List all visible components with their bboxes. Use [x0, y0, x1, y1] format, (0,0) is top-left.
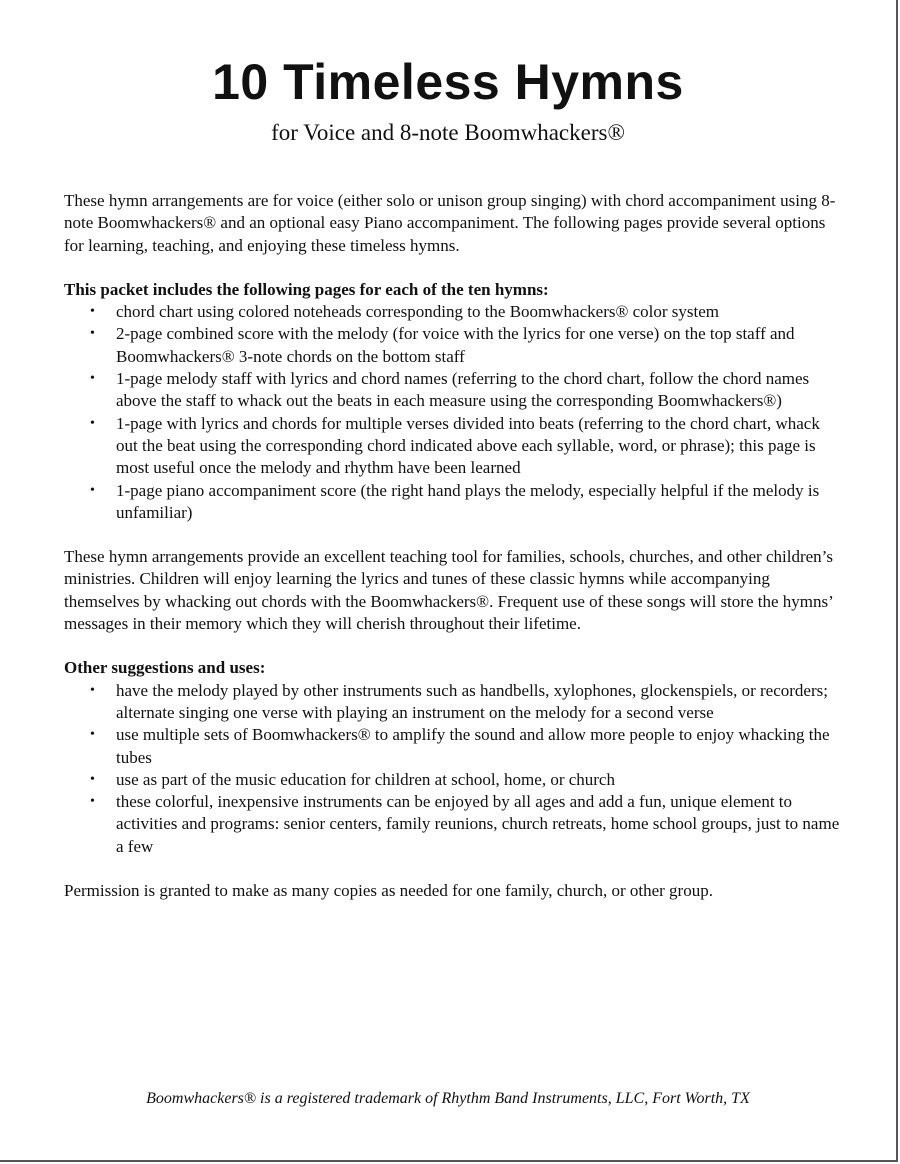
packet-heading: This packet includes the following pages for each of the ten hymns: [64, 279, 549, 299]
list-item-text: 1-page with lyrics and chords for multiple verses divided into beats (referring to the chord chart, whack out the beat using the corresponding chord indicated above each syllable, word, or phrase); this page is most useful once the melody and rhythm have been learned [116, 413, 820, 478]
document-title: 10 Timeless Hymns [212, 54, 684, 110]
suggestions-heading: Other suggestions and uses: [64, 658, 266, 678]
list-item [90, 480, 844, 525]
list-item [90, 769, 844, 791]
bullet-icon: • [90, 415, 95, 431]
document-body [64, 190, 844, 902]
list-item-text: have the melody played by other instruments such as handbells, xylophones, glockenspiels, or recorders; alternate singing one verse with playing an instrument on the melody for a second verse [116, 680, 828, 722]
list-item [90, 724, 844, 769]
trademark-footer: Boomwhackers® is a registered trademark of Rhythm Band Instruments, LLC, Fort Worth, TX [146, 1090, 750, 1107]
list-item [90, 368, 844, 413]
list-item-text: chord chart using colored noteheads corresponding to the Boomwhackers® color system [116, 302, 720, 322]
bullet-icon: • [90, 371, 95, 387]
list-item [90, 413, 844, 480]
list-item-text: use multiple sets of Boomwhackers® to amplify the sound and allow more people to enjoy whacking the tubes [116, 725, 830, 767]
list-item [90, 323, 844, 368]
list-item [90, 791, 844, 858]
bullet-icon: • [90, 326, 95, 342]
bullet-icon: • [90, 727, 95, 743]
list-item-text: 1-page melody staff with lyrics and chord names (referring to the chord chart, follow the chord names above the staff to whack out the beats in each measure using the corresponding Boomwhackers®) [116, 369, 810, 411]
list-item-text: use as part of the music education for children at school, home, or church [116, 769, 615, 789]
bullet-icon: • [90, 482, 95, 498]
teaching-paragraph: These hymn arrangements provide an excellent teaching tool for families, schools, churches, and other children’s ministries. Children will enjoy learning the lyrics and tunes of these classic hymns while accompanying themselves by whacking out chords with the Boomwhackers®. Frequent use of these songs will store the hymns’ messages in their memory which they will cherish throughout their lifetime. [64, 547, 833, 634]
list-item-text: 1-page piano accompaniment score (the right hand plays the melody, especially helpful if the melody is unfamiliar) [116, 480, 820, 522]
list-item [90, 301, 844, 323]
list-item-text: 2-page combined score with the melody (for voice with the lyrics for one verse) on the top staff and Boomwhackers® 3-note chords on the bottom staff [116, 324, 795, 366]
permission-statement: Permission is granted to make as many copies as needed for one family, church, or other group. [64, 881, 713, 901]
bullet-icon: • [90, 771, 95, 787]
bullet-icon: • [90, 794, 95, 810]
intro-paragraph: These hymn arrangements are for voice (either solo or unison group singing) with chord accompaniment using 8-note Boomwhackers® and an optional easy Piano accompaniment. The following pages provide several options for learning, teaching, and enjoying these timeless hymns. [64, 191, 836, 255]
list-item-text: these colorful, inexpensive instruments can be enjoyed by all ages and add a fun, unique element to activities and programs: senior centers, family reunions, church retreats, home school groups, just to name a few [116, 792, 840, 856]
bullet-icon: • [90, 304, 95, 320]
packet-list [64, 301, 844, 524]
list-item [90, 680, 844, 725]
bullet-icon: • [90, 682, 95, 698]
suggestions-list [64, 680, 844, 858]
document-subtitle: for Voice and 8-note Boomwhackers® [271, 120, 625, 145]
